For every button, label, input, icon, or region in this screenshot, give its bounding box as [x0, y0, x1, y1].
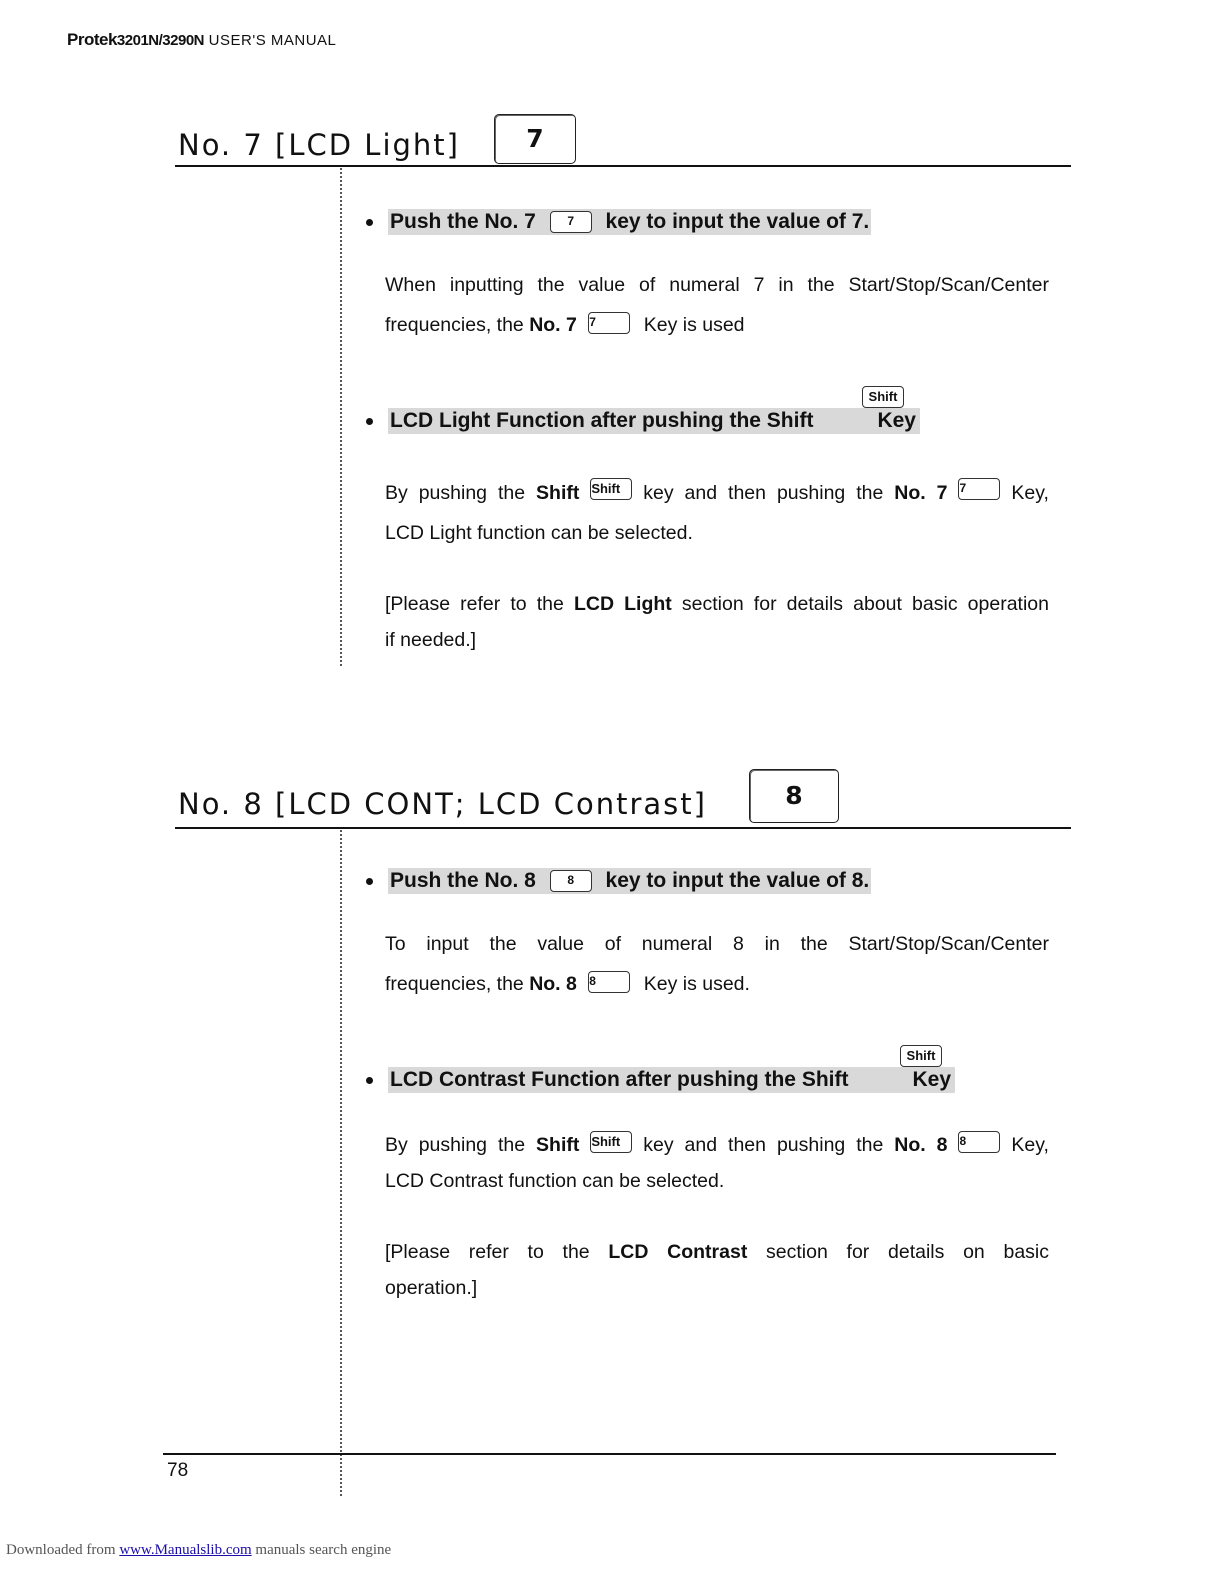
section-7-title: No. 7 [LCD Light] — [178, 128, 460, 162]
shift-key-icon: Shift — [590, 478, 632, 500]
section-7-bullet-1 — [366, 209, 871, 235]
key-7-icon: 7 — [588, 312, 630, 334]
margin-guide-1 — [340, 168, 342, 666]
key-8-icon: 8 — [588, 971, 630, 993]
footer-rule — [163, 1453, 1056, 1455]
section-7-para-3: [Please refer to the LCD Light section for details about basic operation if needed.] — [385, 593, 1049, 651]
margin-guide-2 — [340, 830, 342, 1496]
bullet-highlight: LCD Light Function after pushing the Shift Key — [388, 408, 920, 434]
section-8-rule — [175, 827, 1071, 829]
shift-key-icon: Shift — [590, 1131, 632, 1153]
section-7-para-1: When inputting the value of numeral 7 in the Start/Stop/Scan/Center frequencies, the No. 7 7 Key is used — [385, 274, 1049, 336]
bullet-dot — [366, 878, 373, 885]
key-7-icon: 7 — [958, 478, 1000, 500]
shift-key-icon: Shift — [862, 386, 904, 408]
section-8-para-2: By pushing the Shift Shift key and then pushing the No. 8 8 Key, LCD Contrast function can be selected. — [385, 1127, 1049, 1199]
manual-label: USER'S MANUAL — [208, 32, 337, 49]
brand-logo: Protek — [67, 30, 117, 49]
model-number: 3201N/3290N — [116, 32, 204, 49]
page-header — [67, 30, 336, 50]
key-8-large: 8 — [749, 769, 839, 823]
bullet-highlight: LCD Contrast Function after pushing the Shift Key — [388, 1067, 955, 1093]
section-8-bullet-2 — [366, 1067, 955, 1093]
section-8-title: No. 8 [LCD CONT; LCD Contrast] — [178, 787, 707, 821]
key-7-large: 7 — [494, 114, 576, 164]
page-number: 78 — [167, 1460, 189, 1481]
bullet-dot — [366, 418, 373, 425]
section-8-para-3: [Please refer to the LCD Contrast section for details on basic operation.] — [385, 1241, 1049, 1299]
section-8-para-1: To input the value of numeral 8 in the Start/Stop/Scan/Center frequencies, the No. 8 8 Key is used. — [385, 933, 1049, 995]
key-8-icon: 8 — [958, 1131, 1000, 1153]
section-7-para-2: By pushing the Shift Shift key and then pushing the No. 7 7 Key, LCD Light function can be selected. — [385, 473, 1049, 553]
key-8-icon: 8 — [550, 870, 592, 892]
section-7-bullet-2 — [366, 408, 920, 434]
shift-key-icon: Shift — [900, 1045, 942, 1067]
section-7-rule — [175, 165, 1071, 167]
section-8-bullet-1 — [366, 868, 871, 894]
bullet-highlight: Push the No. 7 7 key to input the value of 7. — [390, 210, 870, 233]
manualslib-link[interactable]: www.Manualslib.com — [119, 1542, 252, 1558]
bullet-dot — [366, 1077, 373, 1084]
download-notice: Downloaded from www.Manualslib.com manuals search engine — [6, 1542, 392, 1558]
key-7-icon: 7 — [550, 211, 592, 233]
bullet-dot — [366, 219, 373, 226]
bullet-highlight: Push the No. 8 8 key to input the value of 8. — [390, 869, 870, 892]
